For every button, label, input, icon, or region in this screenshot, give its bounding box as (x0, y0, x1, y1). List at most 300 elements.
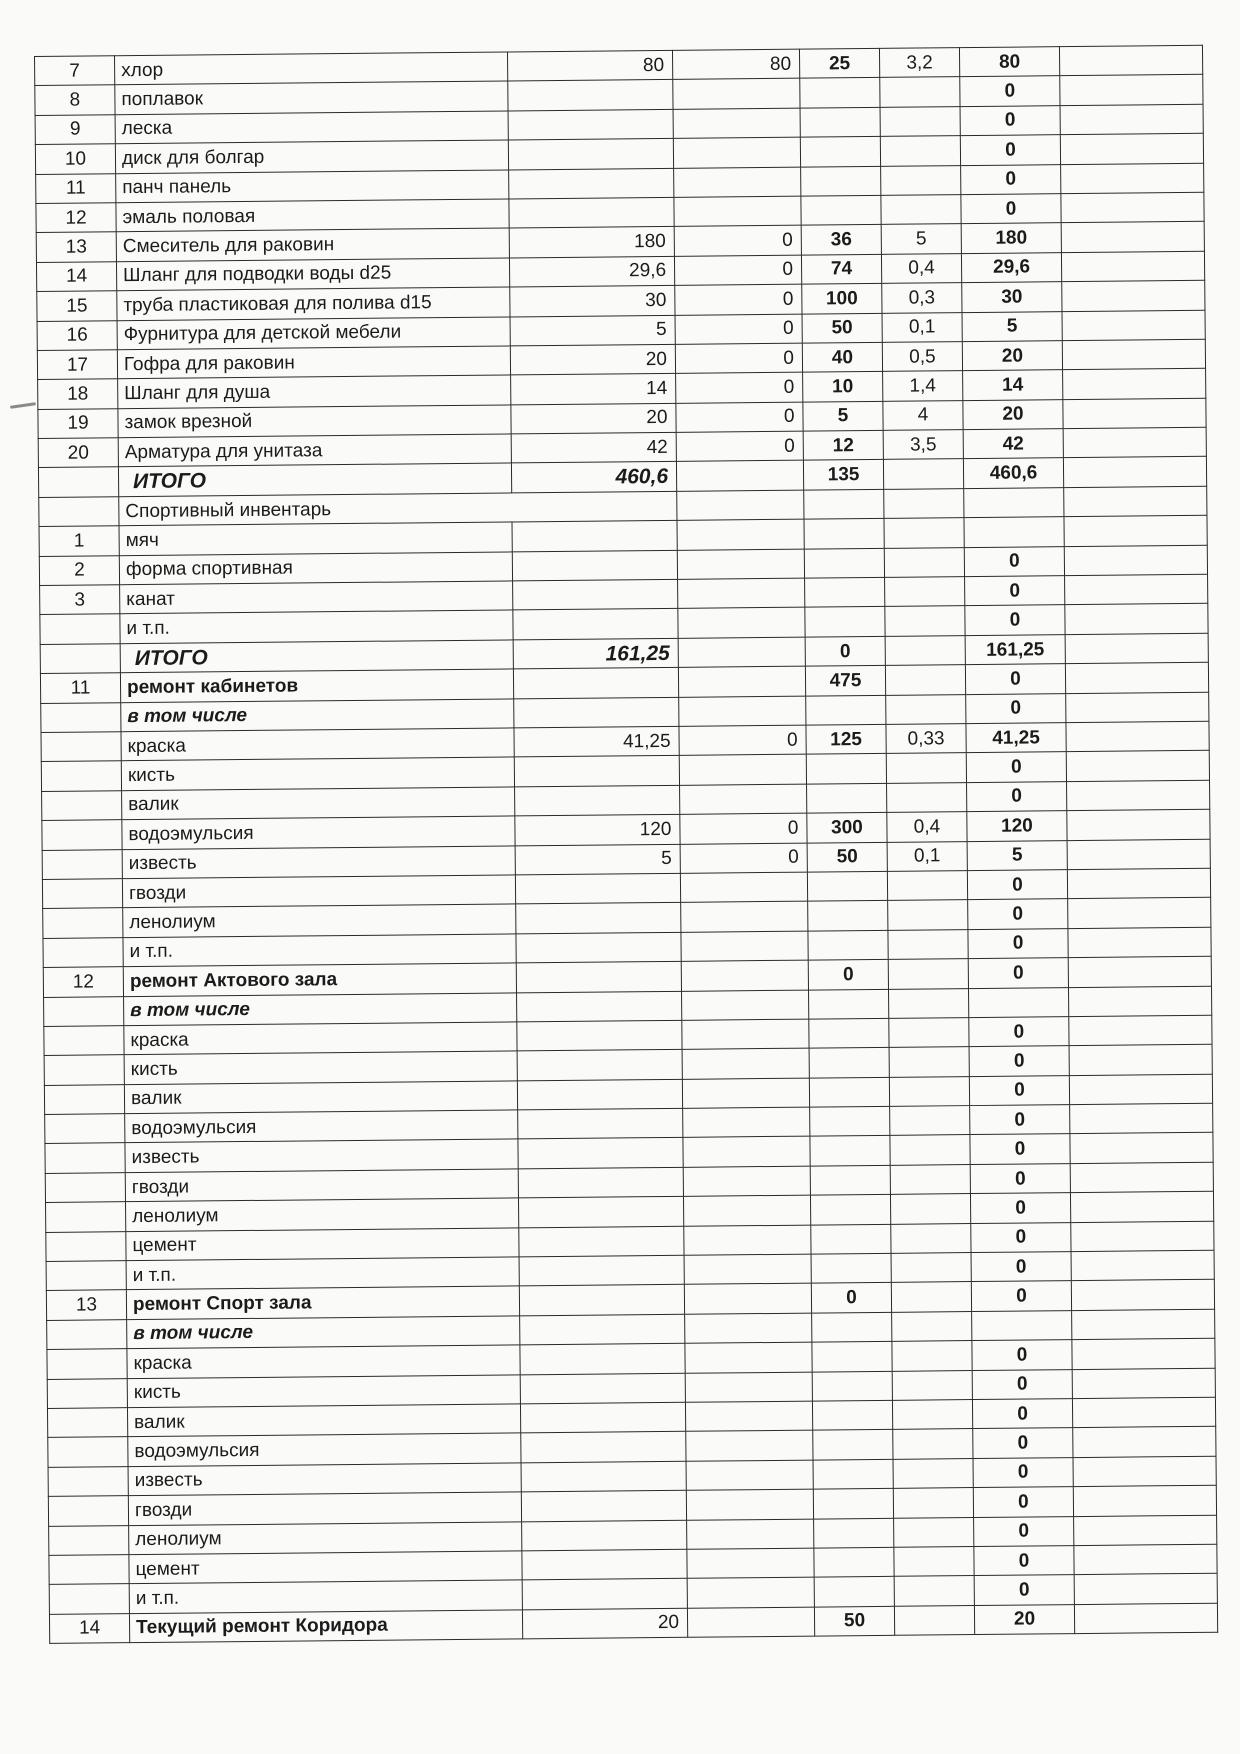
coefficient-cell (887, 782, 967, 812)
total-cell: 0 (965, 605, 1065, 635)
quantity-cell (812, 1342, 892, 1372)
price-cell (682, 1078, 809, 1109)
empty-cell (1072, 1309, 1215, 1340)
amount-cell (509, 197, 674, 228)
row-number-cell: 12 (43, 967, 123, 997)
item-name-cell: валик (124, 1081, 517, 1114)
quantity-cell (810, 1165, 890, 1195)
item-name-cell: цемент (126, 1228, 519, 1261)
empty-cell (1072, 1397, 1215, 1428)
row-number-cell (47, 1319, 127, 1349)
empty-cell (884, 488, 964, 518)
amount-cell (512, 550, 677, 581)
margin-pen-mark (10, 402, 36, 409)
price-cell (683, 1107, 810, 1138)
item-name-cell: мяч (119, 522, 512, 555)
amount-cell (519, 1255, 684, 1286)
amount-cell (519, 1226, 684, 1257)
amount-cell (520, 1373, 685, 1404)
coefficient-cell (886, 753, 966, 783)
row-number-cell (44, 1055, 124, 1085)
amount-cell: 5 (510, 315, 675, 346)
row-number-cell (42, 849, 122, 879)
empty-cell (1059, 45, 1202, 76)
amount-cell: 120 (515, 814, 680, 845)
quantity-cell (813, 1488, 893, 1518)
row-number-cell (38, 467, 118, 497)
price-cell (685, 1401, 812, 1432)
empty-cell (1065, 662, 1208, 693)
empty-cell (1062, 280, 1205, 311)
total-cell: 0 (965, 576, 1065, 606)
amount-cell (518, 1167, 683, 1198)
empty-cell (964, 487, 1064, 517)
row-number-cell: 15 (37, 291, 117, 321)
total-cell: 0 (972, 1369, 1072, 1399)
row-number-cell (45, 1173, 125, 1203)
item-name-cell: канат (120, 581, 513, 614)
item-name-cell: краска (124, 1022, 517, 1055)
amount-cell (518, 1108, 683, 1139)
price-cell (683, 1195, 810, 1226)
price-cell (678, 666, 805, 697)
price-cell (674, 196, 801, 227)
row-number-cell (44, 1026, 124, 1056)
coefficient-cell (889, 1076, 969, 1106)
coefficient-cell (892, 1370, 972, 1400)
amount-cell (518, 1138, 683, 1169)
quantity-cell (814, 1518, 894, 1548)
quantity-cell: 40 (802, 342, 882, 372)
item-name-cell: Текущий ремонт Коридора (129, 1610, 522, 1643)
item-name-cell: панч панель (116, 170, 509, 203)
price-cell (676, 461, 803, 492)
coefficient-cell: 0,3 (882, 283, 962, 313)
item-name-cell: и т.п. (123, 934, 516, 967)
total-cell: 0 (965, 664, 1065, 694)
amount-cell: 460,6 (511, 462, 676, 493)
amount-cell (517, 1020, 682, 1051)
row-number-cell (44, 996, 124, 1026)
coefficient-cell (886, 694, 966, 724)
quantity-cell: 50 (814, 1606, 894, 1636)
coefficient-cell (885, 606, 965, 636)
empty-cell (677, 490, 804, 521)
amount-cell (508, 139, 673, 170)
item-name-cell: гвозди (128, 1492, 521, 1525)
total-cell: 0 (972, 1340, 1072, 1370)
amount-cell: 20 (522, 1608, 687, 1639)
coefficient-cell: 0,5 (882, 342, 962, 372)
quantity-cell (806, 754, 886, 784)
quantity-cell (807, 783, 887, 813)
quantity-cell (800, 78, 880, 108)
amount-cell: 20 (511, 403, 676, 434)
price-cell: 0 (675, 284, 802, 315)
amount-cell: 180 (509, 227, 674, 258)
row-number-cell (49, 1584, 129, 1614)
quantity-cell: 135 (803, 460, 883, 490)
total-cell: 0 (961, 194, 1061, 224)
empty-cell (1061, 163, 1204, 194)
quantity-cell: 12 (803, 430, 883, 460)
quantity-cell: 0 (811, 1283, 891, 1313)
row-number-cell (39, 497, 119, 527)
quantity-cell: 25 (799, 48, 879, 78)
empty-cell (1073, 1456, 1216, 1487)
item-name-cell: Фурнитура для детской мебели (117, 316, 510, 349)
item-name-cell: ИТОГО (120, 640, 513, 673)
quantity-cell (810, 1136, 890, 1166)
empty-cell (1066, 692, 1209, 723)
coefficient-cell (892, 1341, 972, 1371)
amount-cell: 42 (511, 432, 676, 463)
coefficient-cell: 0,4 (881, 253, 961, 283)
item-name-cell: известь (125, 1139, 518, 1172)
row-number-cell (42, 790, 122, 820)
price-cell (682, 1048, 809, 1079)
coefficient-cell (894, 1517, 974, 1547)
amount-cell: 161,25 (513, 638, 678, 669)
empty-cell (1067, 780, 1210, 811)
coefficient-cell (890, 1106, 970, 1136)
quantity-cell (806, 695, 886, 725)
row-number-cell: 14 (36, 261, 116, 291)
quantity-cell (810, 1106, 890, 1136)
quantity-cell: 74 (801, 254, 881, 284)
item-name-cell: кисть (121, 757, 514, 790)
empty-cell (1065, 633, 1208, 664)
coefficient-cell: 0,1 (887, 841, 967, 871)
price-cell (678, 578, 805, 609)
coefficient-cell (894, 1546, 974, 1576)
row-number-cell (48, 1437, 128, 1467)
total-cell: 5 (962, 311, 1062, 341)
row-number-cell: 14 (49, 1613, 129, 1643)
total-cell: 0 (966, 752, 1066, 782)
coefficient-cell: 3,2 (879, 48, 959, 78)
total-cell: 0 (968, 899, 1068, 929)
quantity-cell (800, 107, 880, 137)
quantity-cell (804, 548, 884, 578)
total-cell: 0 (970, 1105, 1070, 1135)
item-name-cell: труба пластиковая для полива d15 (117, 287, 510, 320)
item-name-cell: ремонт кабинетов (120, 669, 513, 702)
row-number-cell: 10 (35, 144, 115, 174)
total-cell: 0 (967, 870, 1067, 900)
item-name-cell: валик (122, 787, 515, 820)
coefficient-cell: 3,5 (883, 430, 963, 460)
quantity-cell: 36 (801, 225, 881, 255)
item-name-cell: ленолиум (129, 1521, 522, 1554)
coefficient-cell (891, 1253, 971, 1283)
total-cell: 0 (972, 1399, 1072, 1429)
empty-cell (1070, 1133, 1213, 1164)
coefficient-cell (880, 136, 960, 166)
price-cell (681, 960, 808, 991)
empty-cell (1070, 1162, 1213, 1193)
price-cell (682, 990, 809, 1021)
quantity-cell (804, 519, 884, 549)
price-cell (680, 872, 807, 903)
total-cell: 460,6 (963, 458, 1063, 488)
empty-cell (1070, 1191, 1213, 1222)
empty-cell (1065, 574, 1208, 605)
amount-cell: 29,6 (509, 256, 674, 287)
empty-cell (1068, 927, 1211, 958)
empty-cell (1066, 751, 1209, 782)
quantity-cell: 0 (808, 959, 888, 989)
total-cell: 180 (961, 223, 1061, 253)
amount-cell (514, 697, 679, 728)
price-cell (684, 1225, 811, 1256)
amount-cell (513, 609, 678, 640)
total-cell (964, 517, 1064, 547)
coefficient-cell (880, 77, 960, 107)
price-cell (687, 1548, 814, 1579)
empty-cell (1060, 104, 1203, 135)
coefficient-cell (885, 577, 965, 607)
row-number-cell (41, 732, 121, 762)
coefficient-cell (889, 1047, 969, 1077)
row-number-cell (46, 1261, 126, 1291)
price-cell (673, 137, 800, 168)
item-name-cell: водоэмульсия (125, 1110, 518, 1143)
materials-table (34, 45, 1218, 1644)
empty-cell (1071, 1250, 1214, 1281)
row-number-cell: 11 (36, 173, 116, 203)
amount-cell: 41,25 (514, 726, 679, 757)
empty-cell (1066, 721, 1209, 752)
empty-cell (1061, 222, 1204, 253)
price-cell (673, 79, 800, 110)
empty-cell (1069, 1074, 1212, 1105)
quantity-cell (812, 1400, 892, 1430)
amount-cell (516, 961, 681, 992)
coefficient-cell (890, 1135, 970, 1165)
item-name-cell: Шланг для подводки воды d25 (116, 258, 509, 291)
coefficient-cell: 0,1 (882, 312, 962, 342)
empty-cell (1062, 310, 1205, 341)
item-name-cell: водоэмульсия (128, 1433, 521, 1466)
price-cell (686, 1489, 813, 1520)
price-cell (678, 608, 805, 639)
item-name-cell: форма спортивная (119, 552, 512, 585)
item-name-cell: Арматура для унитаза (118, 434, 511, 467)
price-cell: 0 (680, 843, 807, 874)
total-cell: 161,25 (965, 634, 1065, 664)
item-name-cell: кисть (127, 1374, 520, 1407)
row-number-cell: 17 (37, 350, 117, 380)
quantity-cell (814, 1547, 894, 1577)
amount-cell (522, 1549, 687, 1580)
total-cell: 0 (971, 1252, 1071, 1282)
total-cell: 29,6 (961, 252, 1061, 282)
quantity-cell: 475 (805, 666, 885, 696)
empty-cell (1064, 486, 1207, 517)
amount-cell (516, 903, 681, 934)
item-name-cell: водоэмульсия (122, 816, 515, 849)
empty-cell (1060, 133, 1203, 164)
price-cell: 0 (674, 255, 801, 286)
quantity-cell (809, 1077, 889, 1107)
amount-cell (518, 1197, 683, 1228)
quantity-cell (811, 1224, 891, 1254)
quantity-cell: 300 (807, 813, 887, 843)
quantity-cell (808, 901, 888, 931)
empty-cell (1074, 1603, 1217, 1634)
quantity-cell (813, 1459, 893, 1489)
coefficient-cell (888, 900, 968, 930)
amount-cell: 80 (507, 50, 672, 81)
row-number-cell (47, 1378, 127, 1408)
row-number-cell: 9 (35, 115, 115, 145)
price-cell (683, 1166, 810, 1197)
row-number-cell: 2 (39, 555, 119, 585)
item-name-cell: в том числе (121, 699, 514, 732)
row-number-cell: 7 (35, 56, 115, 86)
amount-cell (512, 521, 677, 552)
coefficient-cell (891, 1282, 971, 1312)
item-name-cell: хлор (115, 52, 508, 85)
coefficient-cell (885, 635, 965, 665)
empty-cell (1073, 1427, 1216, 1458)
quantity-cell: 100 (802, 283, 882, 313)
amount-cell (521, 1490, 686, 1521)
total-cell: 5 (967, 840, 1067, 870)
total-cell: 14 (963, 370, 1063, 400)
row-number-cell (47, 1408, 127, 1438)
empty-cell (1061, 251, 1204, 282)
coefficient-cell: 4 (883, 400, 963, 430)
total-cell: 41,25 (966, 723, 1066, 753)
amount-cell (520, 1314, 685, 1345)
row-number-cell (41, 761, 121, 791)
item-name-cell: Гофра для раковин (117, 346, 510, 379)
item-name-cell: ИТОГО (118, 463, 511, 496)
empty-cell (1063, 398, 1206, 429)
coefficient-cell: 1,4 (883, 371, 963, 401)
row-number-cell: 19 (38, 408, 118, 438)
total-cell: 0 (964, 546, 1064, 576)
coefficient-cell (888, 959, 968, 989)
item-name-cell: поплавок (115, 81, 508, 114)
total-cell: 0 (974, 1516, 1074, 1546)
item-name-cell: эмаль половая (116, 199, 509, 232)
price-cell: 0 (676, 402, 803, 433)
coefficient-cell (891, 1223, 971, 1253)
price-cell: 0 (676, 372, 803, 403)
item-name-cell: и т.п. (129, 1580, 522, 1613)
amount-cell (513, 668, 678, 699)
quantity-cell: 0 (805, 636, 885, 666)
row-number-cell: 13 (36, 232, 116, 262)
total-cell: 0 (973, 1487, 1073, 1517)
price-cell: 0 (680, 813, 807, 844)
row-number-cell: 13 (46, 1290, 126, 1320)
quantity-cell: 125 (806, 724, 886, 754)
quantity-cell (801, 166, 881, 196)
row-number-cell: 1 (39, 526, 119, 556)
item-name-cell: леска (115, 111, 508, 144)
item-name-cell: диск для болгар (115, 140, 508, 173)
item-name-cell: известь (122, 845, 515, 878)
price-cell (685, 1372, 812, 1403)
price-cell (687, 1519, 814, 1550)
quantity-cell (809, 1048, 889, 1078)
empty-cell (804, 489, 884, 519)
total-cell: 120 (967, 811, 1067, 841)
item-name-cell: краска (121, 728, 514, 761)
price-cell: 0 (679, 725, 806, 756)
amount-cell (515, 873, 680, 904)
item-name-cell: ленолиум (123, 904, 516, 937)
coefficient-cell (888, 988, 968, 1018)
price-cell (681, 901, 808, 932)
item-name-cell: кисть (124, 1051, 517, 1084)
quantity-cell (814, 1577, 894, 1607)
quantity-cell (810, 1195, 890, 1225)
amount-cell (517, 991, 682, 1022)
coefficient-cell (893, 1458, 973, 1488)
row-number-cell (46, 1231, 126, 1261)
coefficient-cell (893, 1429, 973, 1459)
quantity-cell (812, 1371, 892, 1401)
price-cell: 0 (675, 314, 802, 345)
price-cell (685, 1342, 812, 1373)
amount-cell (522, 1579, 687, 1610)
total-cell: 0 (967, 781, 1067, 811)
total-cell: 80 (959, 47, 1059, 77)
amount-cell (514, 756, 679, 787)
row-number-cell (43, 937, 123, 967)
item-name-cell: замок врезной (118, 405, 511, 438)
item-name-cell: и т.п. (120, 610, 513, 643)
total-cell: 20 (962, 341, 1062, 371)
coefficient-cell (880, 106, 960, 136)
empty-cell (1065, 604, 1208, 635)
coefficient-cell: 0,33 (886, 724, 966, 754)
row-number-cell (40, 644, 120, 674)
price-cell (679, 754, 806, 785)
total-cell: 0 (961, 164, 1061, 194)
empty-cell (1063, 369, 1206, 400)
empty-cell (1068, 986, 1211, 1017)
empty-cell (1067, 868, 1210, 899)
coefficient-cell (887, 871, 967, 901)
coefficient-cell (894, 1576, 974, 1606)
row-number-cell (48, 1496, 128, 1526)
total-cell: 0 (974, 1575, 1074, 1605)
empty-cell (1064, 516, 1207, 547)
coefficient-cell (893, 1488, 973, 1518)
row-number-cell (41, 702, 121, 732)
coefficient-cell (894, 1605, 974, 1635)
quantity-cell: 50 (807, 842, 887, 872)
row-number-cell (48, 1466, 128, 1496)
amount-cell (508, 80, 673, 111)
amount-cell (516, 932, 681, 963)
item-name-cell: и т.п. (126, 1257, 519, 1290)
item-name-cell: ремонт Актового зала (123, 963, 516, 996)
total-cell: 0 (974, 1546, 1074, 1576)
coefficient-cell (881, 165, 961, 195)
coefficient-cell (888, 929, 968, 959)
coefficient-cell (892, 1400, 972, 1430)
empty-cell (1067, 839, 1210, 870)
row-number-cell (49, 1525, 129, 1555)
row-number-cell (46, 1202, 126, 1232)
